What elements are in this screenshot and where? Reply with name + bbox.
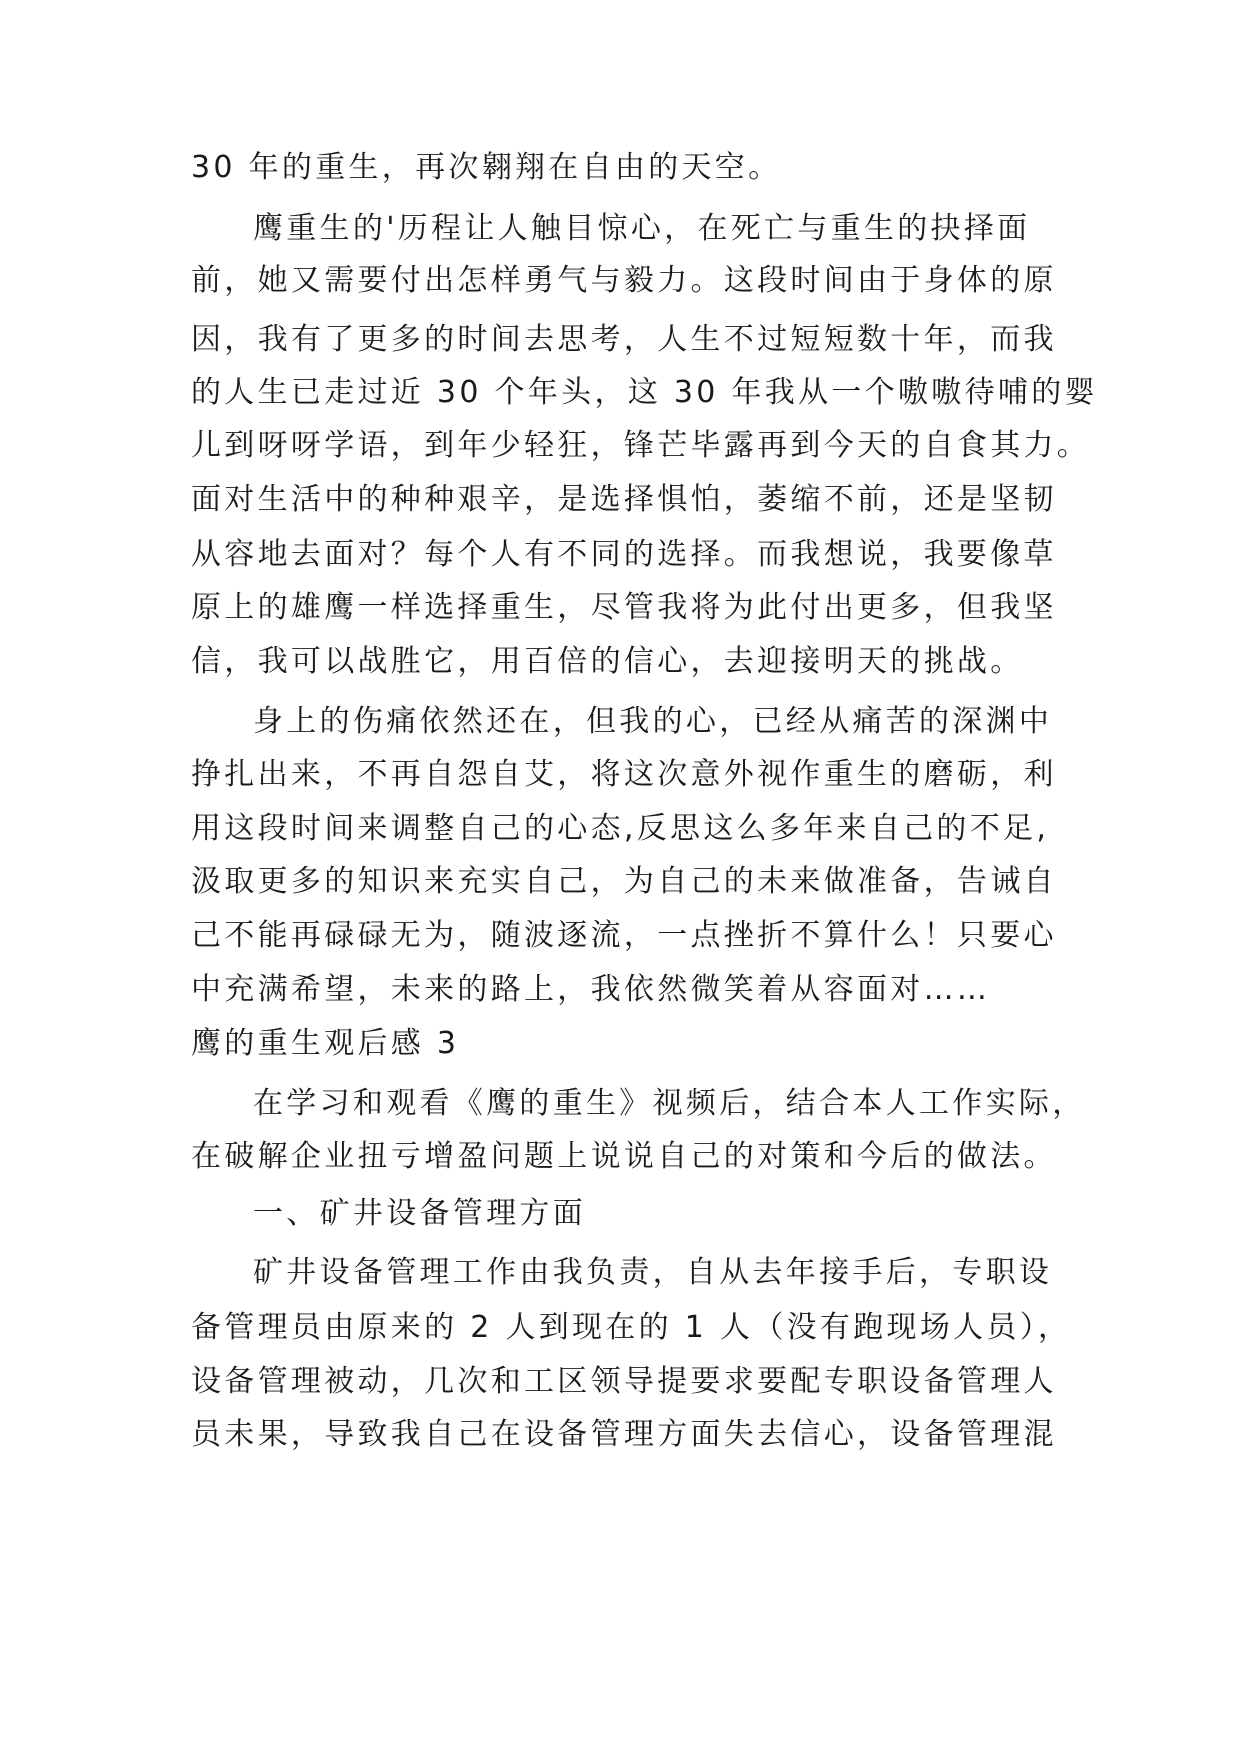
text-line: 30 年的重生，再次翱翔在自由的天空。 (191, 150, 782, 185)
paragraph-first-line: 身上的伤痛依然还在，但我的心，已经从痛苦的深渊中 (253, 704, 1053, 739)
subsection-heading: 一、矿井设备管理方面 (253, 1196, 586, 1231)
section-heading: 鹰的重生观后感 3 (191, 1026, 460, 1061)
text-line: 汲取更多的知识来充实自己，为自己的未来做准备，告诫自 (191, 864, 1057, 899)
paragraph-first-line: 鹰重生的'历程让人触目惊心，在死亡与重生的抉择面 (253, 211, 1031, 246)
text-line: 的人生已走过近 30 个年头，这 30 年我从一个嗷嗷待哺的婴 (191, 375, 1098, 410)
text-line: 信，我可以战胜它，用百倍的信心，去迎接明天的挑战。 (191, 644, 1024, 679)
text-line: 面对生活中的种种艰辛，是选择惧怕，萎缩不前，还是坚韧 (191, 482, 1057, 517)
text-line: 挣扎出来，不再自怨自艾，将这次意外视作重生的磨砺，利 (191, 757, 1057, 792)
text-line: 己不能再碌碌无为，随波逐流，一点挫折不算什么！只要心 (191, 918, 1057, 953)
paragraph-first-line: 矿井设备管理工作由我负责，自从去年接手后，专职设 (253, 1255, 1053, 1290)
paragraph-first-line: 在学习和观看《鹰的重生》视频后，结合本人工作实际， (253, 1086, 1086, 1121)
text-line: 设备管理被动，几次和工区领导提要求要配专职设备管理人 (191, 1364, 1057, 1399)
text-line: 前，她又需要付出怎样勇气与毅力。这段时间由于身体的原 (191, 263, 1057, 298)
text-line: 从容地去面对？每个人有不同的选择。而我想说，我要像草 (191, 537, 1057, 572)
text-line: 因，我有了更多的时间去思考，人生不过短短数十年，而我 (191, 322, 1057, 357)
text-line: 原上的雄鹰一样选择重生，尽管我将为此付出更多，但我坚 (191, 590, 1057, 625)
text-line: 儿到呀呀学语，到年少轻狂，锋芒毕露再到今天的自食其力。 (191, 428, 1091, 463)
text-line: 在破解企业扭亏增盈问题上说说自己的对策和今后的做法。 (191, 1139, 1057, 1174)
text-line: 用这段时间来调整自己的心态,反思这么多年来自己的不足, (191, 811, 1050, 846)
text-line: 员未果，导致我自己在设备管理方面失去信心，设备管理混 (191, 1417, 1057, 1452)
text-line: 备管理员由原来的 2 人到现在的 1 人（没有跑现场人员）， (191, 1310, 1072, 1345)
text-line: 中充满希望，未来的路上，我依然微笑着从容面对…… (191, 972, 991, 1007)
